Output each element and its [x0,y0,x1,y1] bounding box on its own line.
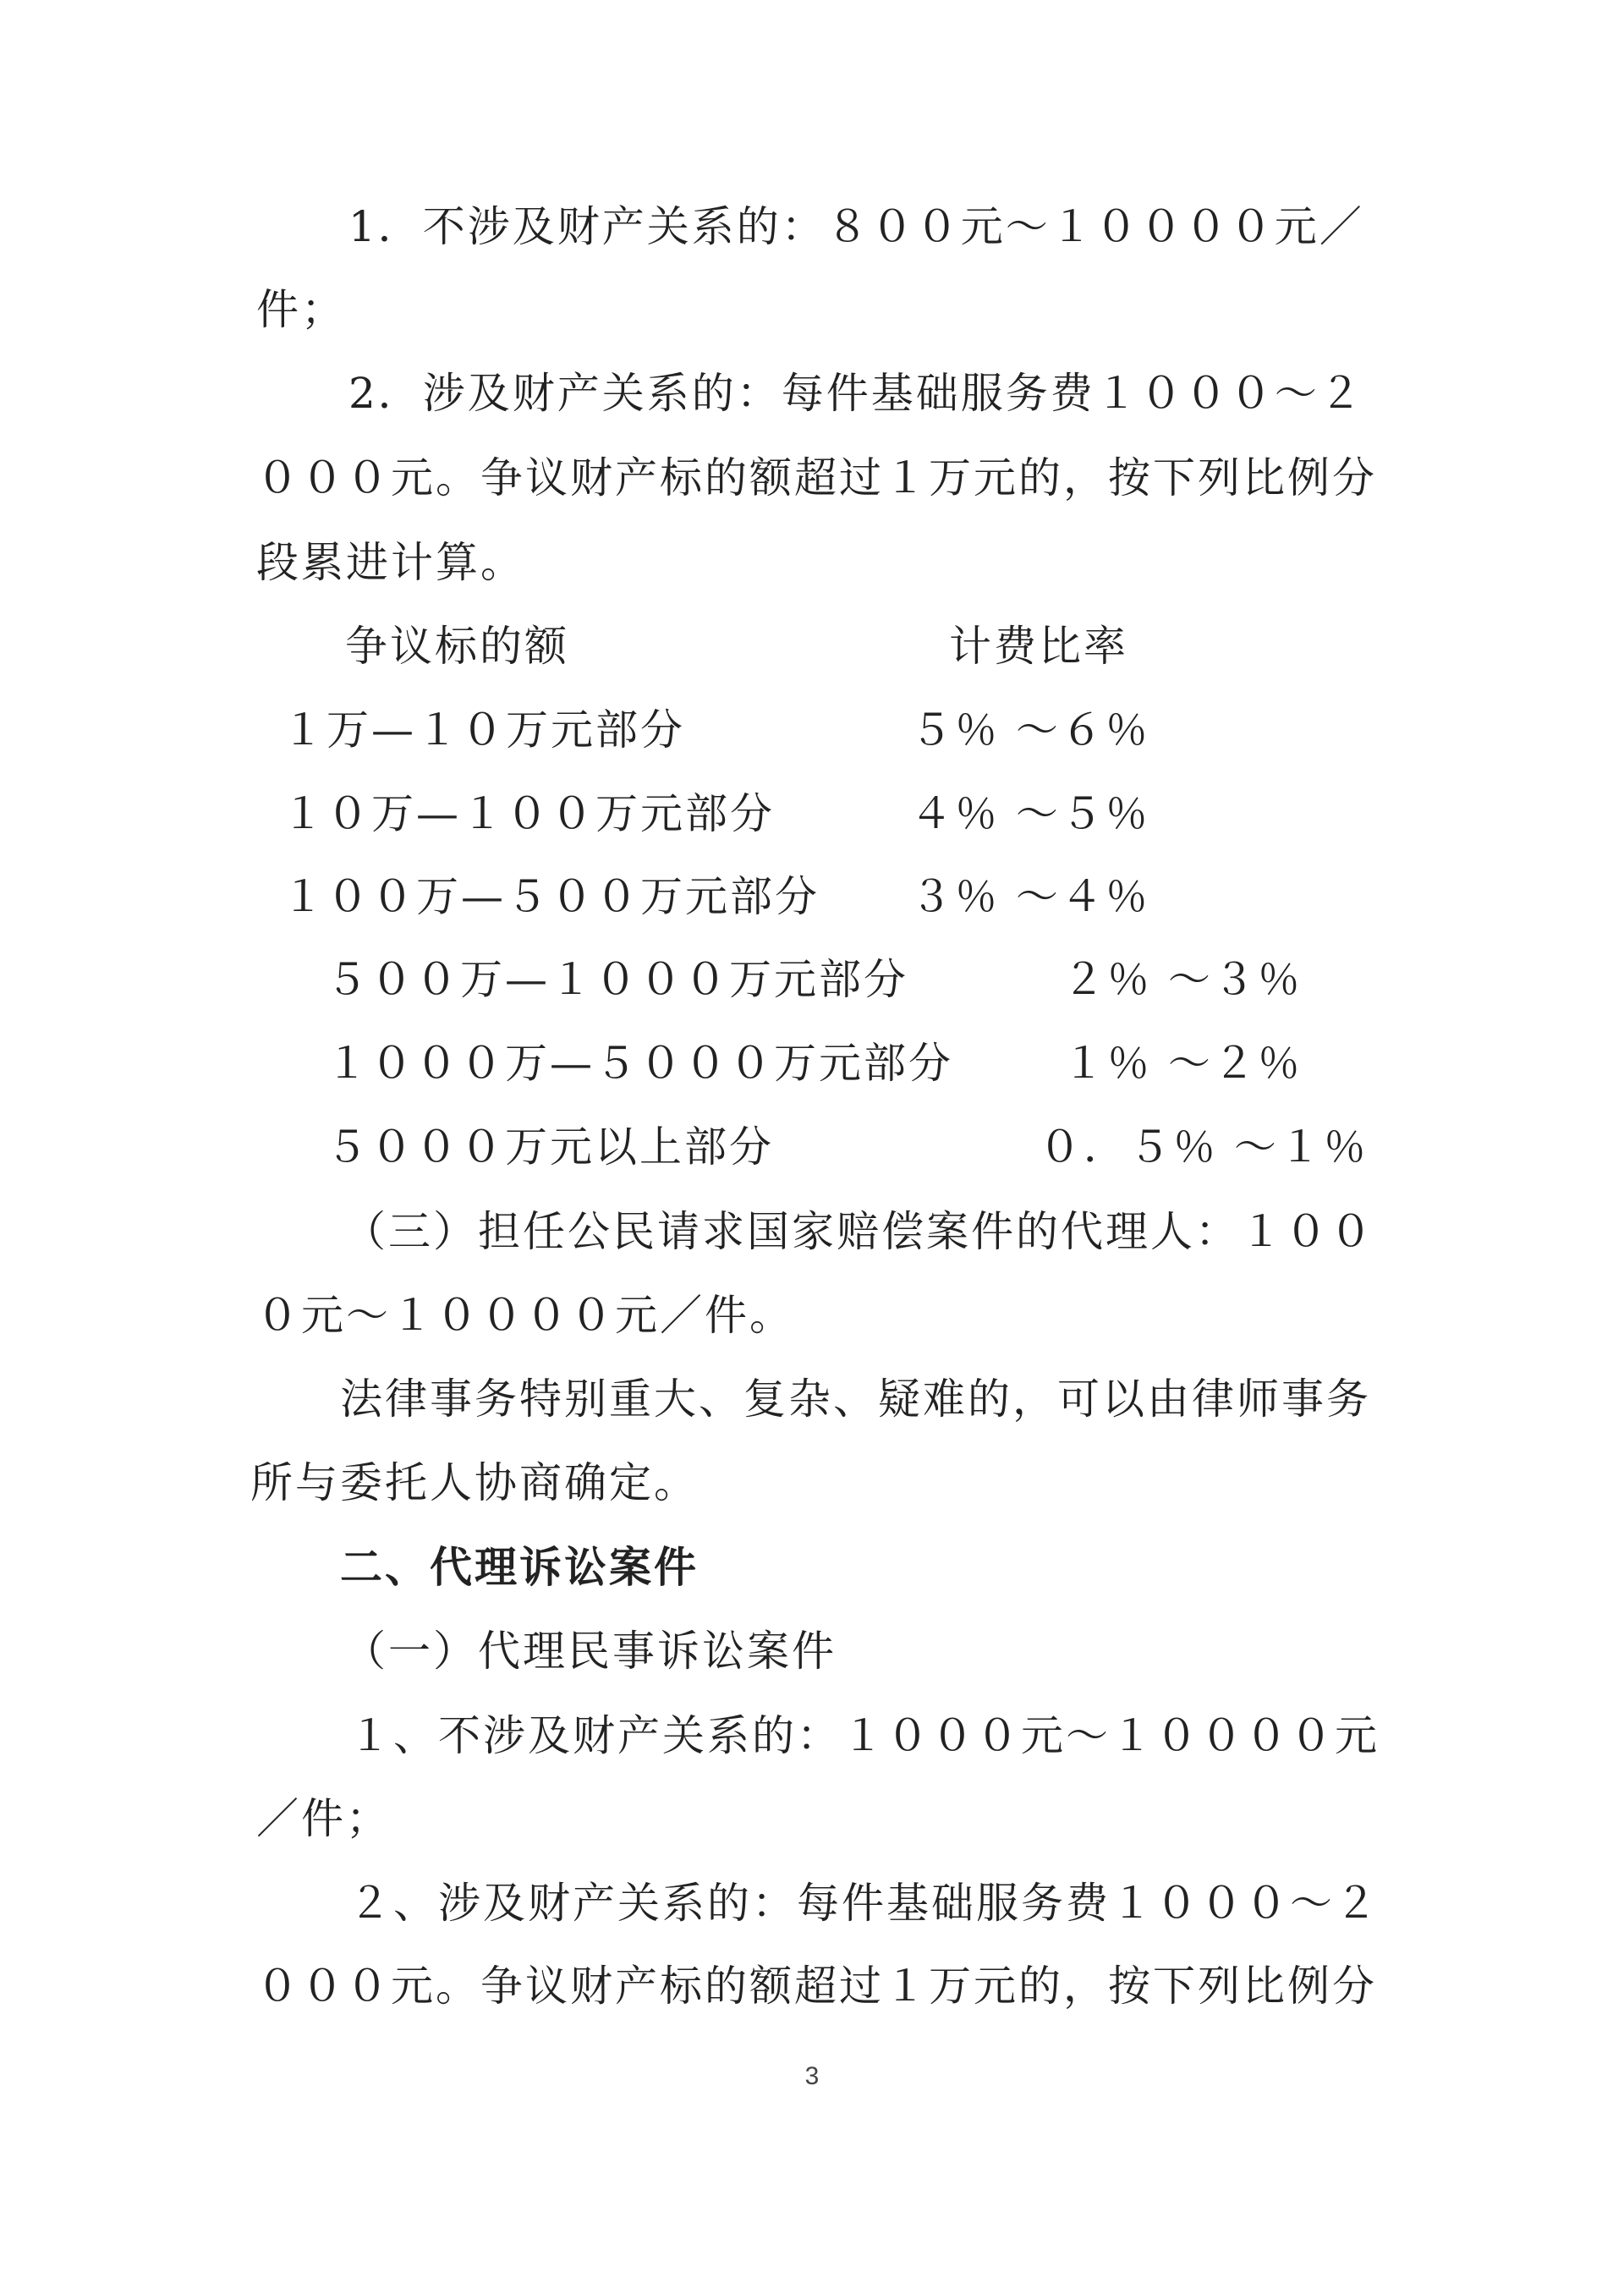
fee-row-1-amount: １万—１０万元部分 [282,705,685,755]
fee-row-4-amount: ５００万—１０００万元部分 [326,955,908,1004]
item-2-line-3: 段累进计算。 [256,538,525,587]
subheading-civil-litigation: （一）代理民事诉讼案件 [343,1627,837,1676]
fee-table-header-rate: 计费比率 [949,622,1128,671]
heading-litigation-cases: 二、代理诉讼案件 [340,1543,699,1592]
fee-row-5-amount: １０００万—５０００万元部分 [326,1039,953,1088]
item-1-line-2: 件； [256,285,346,334]
civil-item-2-line-2: ０００元。争议财产标的额超过１万元的，按下列比例分 [256,1962,1377,2011]
item-1-line-1: 1．不涉及财产关系的：８００元～１００００元／ [348,202,1364,251]
fee-row-6-rate: ０．５％ ～１％ [1039,1122,1369,1172]
civil-item-1-line-1: １、不涉及财产关系的：１０００元～１００００元 [348,1711,1380,1760]
civil-item-1-line-2: ／件； [256,1794,391,1843]
fee-row-6-amount: ５０００万元以上部分 [326,1122,774,1172]
item-2-line-2: ０００元。争议财产标的额超过１万元的，按下列比例分 [256,453,1377,502]
special-note-line-2: 所与委托人协商确定。 [250,1458,699,1507]
section-3-line-2: ０元～１００００元／件。 [256,1291,794,1340]
civil-item-2-line-1: ２、涉及财产关系的：每件基础服务费１０００～２ [348,1879,1380,1928]
page-number: 3 [804,2062,820,2090]
section-3-line-1: （三）担任公民请求国家赔偿案件的代理人：１００ [343,1207,1374,1256]
fee-row-4-rate: ２％ ～３％ [1062,955,1303,1004]
item-2-line-1: 2．涉及财产关系的：每件基础服务费１０００～２ [348,369,1364,418]
fee-row-3-amount: １００万—５００万元部分 [282,872,820,921]
fee-row-5-rate: １％ ～２％ [1062,1039,1303,1088]
fee-row-3-rate: ３％ ～４％ [910,872,1150,921]
fee-table-header-amount: 争议标的额 [345,622,569,671]
special-note-line-1: 法律事务特别重大、复杂、疑难的，可以由律师事务 [340,1375,1371,1424]
fee-row-1-rate: ５％ ～６％ [910,705,1150,755]
fee-row-2-rate: ４％ ～５％ [910,789,1150,838]
fee-row-2-amount: １０万—１００万元部分 [282,789,775,838]
